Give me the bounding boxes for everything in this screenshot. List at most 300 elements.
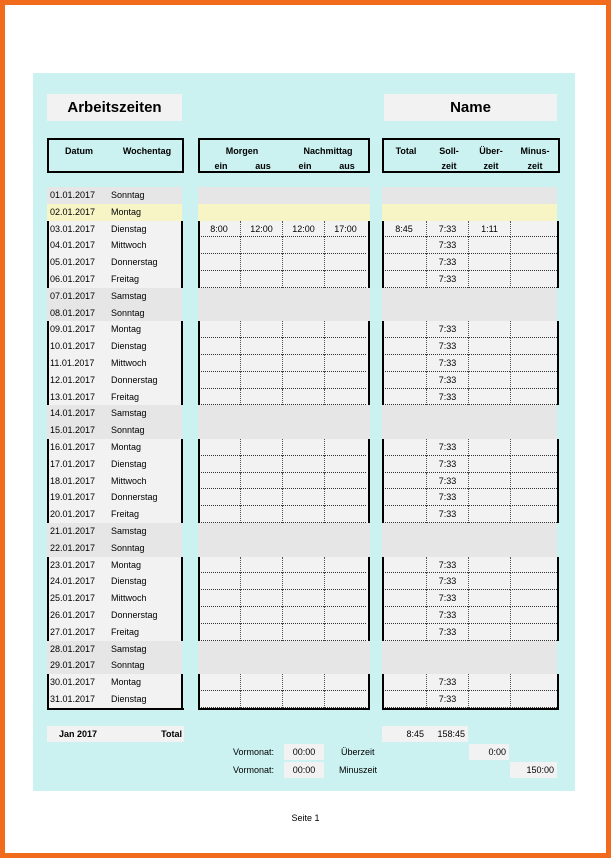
cell-aus1[interactable] xyxy=(240,657,282,674)
cell-aus2[interactable] xyxy=(324,405,366,422)
row-date: 16.01.2017 xyxy=(50,442,96,452)
vormonat-value-1[interactable]: 00:00 xyxy=(284,744,324,760)
vormonat-value-2[interactable]: 00:00 xyxy=(284,762,324,778)
cell-aus2[interactable] xyxy=(324,271,366,288)
cell-soll xyxy=(426,187,468,204)
cell-soll: 7:33 xyxy=(426,590,468,607)
cell-minus xyxy=(510,321,557,338)
frame-line xyxy=(198,221,200,288)
frame-line xyxy=(47,321,49,405)
cell-total xyxy=(382,439,426,456)
cell-ein1[interactable] xyxy=(198,540,240,557)
cell-aus1[interactable] xyxy=(240,422,282,439)
cell-ueber xyxy=(468,557,510,574)
cell-ein2[interactable] xyxy=(282,389,324,406)
cell-aus1[interactable] xyxy=(240,674,282,691)
row-date: 27.01.2017 xyxy=(50,626,96,637)
cell-ein2[interactable] xyxy=(282,187,324,204)
summary-total-box xyxy=(382,726,468,742)
cell-aus1[interactable] xyxy=(240,405,282,422)
cell-ueber xyxy=(468,389,510,406)
cell-aus1[interactable] xyxy=(240,439,282,456)
cell-aus2[interactable] xyxy=(324,573,366,590)
cell-ein2[interactable] xyxy=(282,657,324,674)
cell-aus2[interactable] xyxy=(324,489,366,506)
cell-ein1[interactable] xyxy=(198,187,240,204)
cell-ueber xyxy=(468,338,510,355)
cell-aus2[interactable] xyxy=(324,590,366,607)
cell-total xyxy=(382,489,426,506)
cell-ein1[interactable] xyxy=(198,624,240,641)
minuszeit-value: 150:00 xyxy=(510,762,557,778)
cell-ein2[interactable] xyxy=(282,641,324,658)
row-date: 14.01.2017 xyxy=(50,408,96,419)
cell-minus xyxy=(510,657,557,674)
cell-ein1[interactable] xyxy=(198,473,240,490)
header-morgen: Morgen xyxy=(225,146,259,156)
row-weekday: Freitag xyxy=(111,509,140,520)
cell-ein2[interactable] xyxy=(282,204,324,221)
ueberzeit-label: Überzeit xyxy=(341,747,375,757)
cell-minus xyxy=(510,204,557,221)
summary-month-box xyxy=(47,726,184,742)
row-weekday: Dienstag xyxy=(111,576,147,587)
cell-minus xyxy=(510,641,557,658)
cell-soll: 7:33 xyxy=(426,271,468,288)
cell-aus1[interactable] xyxy=(240,204,282,221)
cell-aus2[interactable] xyxy=(324,338,366,355)
row-date: 13.01.2017 xyxy=(50,391,96,402)
cell-ueber xyxy=(468,271,510,288)
cell-ein2[interactable] xyxy=(282,355,324,372)
row-weekday: Sonntag xyxy=(111,425,145,436)
cell-ein2[interactable] xyxy=(282,237,324,254)
cell-soll: 7:33 xyxy=(426,221,468,238)
cell-ueber xyxy=(468,372,510,389)
row-date: 17.01.2017 xyxy=(50,458,96,469)
frame-line xyxy=(557,674,559,708)
cell-total xyxy=(382,473,426,490)
row-weekday: Dienstag xyxy=(111,341,147,352)
cell-minus xyxy=(510,523,557,540)
cell-total xyxy=(382,624,426,641)
cell-aus1[interactable] xyxy=(240,506,282,523)
cell-total xyxy=(382,674,426,691)
cell-soll: 7:33 xyxy=(426,439,468,456)
cell-ein2[interactable]: 12:00 xyxy=(282,221,324,238)
cell-aus2[interactable] xyxy=(324,456,366,473)
cell-ein2[interactable] xyxy=(282,523,324,540)
header-ueber-1: Über- xyxy=(479,146,503,156)
cell-soll: 7:33 xyxy=(426,237,468,254)
cell-ein2[interactable] xyxy=(282,271,324,288)
cell-aus1[interactable] xyxy=(240,338,282,355)
frame-line xyxy=(557,439,559,523)
cell-ein1[interactable] xyxy=(198,305,240,322)
cell-ein1[interactable] xyxy=(198,389,240,406)
cell-aus2[interactable] xyxy=(324,389,366,406)
cell-minus xyxy=(510,338,557,355)
cell-aus2[interactable] xyxy=(324,254,366,271)
row-date: 19.01.2017 xyxy=(50,492,96,503)
cell-minus xyxy=(510,187,557,204)
cell-soll: 7:33 xyxy=(426,674,468,691)
cell-aus1[interactable] xyxy=(240,691,282,708)
cell-ueber xyxy=(468,187,510,204)
row-date: 11.01.2017 xyxy=(50,358,95,368)
row-date: 25.01.2017 xyxy=(50,593,96,604)
cell-minus xyxy=(510,506,557,523)
row-weekday: Montag xyxy=(111,559,142,570)
cell-minus xyxy=(510,422,557,439)
cell-aus2[interactable] xyxy=(324,422,366,439)
row-date: 22.01.2017 xyxy=(50,542,96,553)
cell-ein1[interactable] xyxy=(198,405,240,422)
cell-total xyxy=(382,204,426,221)
cell-aus2[interactable] xyxy=(324,321,366,338)
cell-ueber xyxy=(468,607,510,624)
cell-minus xyxy=(510,389,557,406)
row-weekday: Samstag xyxy=(111,290,147,301)
cell-ein1[interactable] xyxy=(198,237,240,254)
cell-soll: 7:33 xyxy=(426,456,468,473)
row-date: 08.01.2017 xyxy=(50,307,96,318)
cell-ein1[interactable] xyxy=(198,422,240,439)
frame-line xyxy=(198,674,200,708)
cell-ein2[interactable] xyxy=(282,691,324,708)
cell-soll: 7:33 xyxy=(426,573,468,590)
cell-soll xyxy=(426,288,468,305)
cell-aus2[interactable] xyxy=(324,657,366,674)
cell-aus1[interactable] xyxy=(240,372,282,389)
cell-total xyxy=(382,641,426,658)
cell-total: 8:45 xyxy=(382,221,426,238)
cell-minus xyxy=(510,254,557,271)
cell-ein2[interactable] xyxy=(282,439,324,456)
cell-aus1[interactable] xyxy=(240,473,282,490)
frame-line xyxy=(198,439,200,523)
cell-ein2[interactable] xyxy=(282,405,324,422)
row-date: 29.01.2017 xyxy=(50,660,96,671)
header-aus-nachmittag: aus xyxy=(339,161,355,171)
cell-aus1[interactable] xyxy=(240,573,282,590)
cell-aus1[interactable] xyxy=(240,624,282,641)
cell-ein2[interactable] xyxy=(282,590,324,607)
cell-ein2[interactable] xyxy=(282,305,324,322)
frame-line xyxy=(557,557,559,641)
frame-line xyxy=(181,321,183,405)
cell-ein2[interactable] xyxy=(282,607,324,624)
row-date: 26.01.2017 xyxy=(50,610,96,620)
cell-ein1[interactable] xyxy=(198,439,240,456)
cell-aus1[interactable]: 12:00 xyxy=(240,221,282,238)
cell-aus2[interactable] xyxy=(324,540,366,557)
cell-ueber: 1:11 xyxy=(468,221,510,238)
cell-aus2[interactable] xyxy=(324,288,366,305)
cell-total xyxy=(382,321,426,338)
cell-soll: 7:33 xyxy=(426,607,468,624)
cell-ein2[interactable] xyxy=(282,338,324,355)
cell-total xyxy=(382,607,426,624)
timesheet xyxy=(33,73,575,791)
row-date: 31.01.2017 xyxy=(50,694,96,704)
cell-aus2[interactable] xyxy=(324,372,366,389)
cell-aus1[interactable] xyxy=(240,523,282,540)
cell-ein2[interactable] xyxy=(282,422,324,439)
row-weekday: Sonntag xyxy=(111,190,145,200)
cell-aus2[interactable] xyxy=(324,607,366,624)
frame-line xyxy=(382,221,384,288)
cell-ueber xyxy=(468,674,510,691)
cell-ueber xyxy=(468,657,510,674)
frame-line xyxy=(368,321,370,405)
frame-line xyxy=(557,321,559,405)
cell-ein1[interactable] xyxy=(198,338,240,355)
frame-line xyxy=(181,221,183,288)
name-label: Name xyxy=(450,99,491,116)
cell-ueber xyxy=(468,573,510,590)
header-minus-1: Minus- xyxy=(520,146,550,156)
cell-aus2[interactable] xyxy=(324,204,366,221)
row-weekday: Donnerstag xyxy=(111,492,158,503)
row-date: 01.01.2017 xyxy=(50,190,96,200)
cell-aus2[interactable] xyxy=(324,355,366,372)
cell-ein1[interactable] xyxy=(198,573,240,590)
page xyxy=(5,5,606,853)
cell-ein1[interactable] xyxy=(198,204,240,221)
row-weekday: Mittwoch xyxy=(111,240,147,251)
cell-ein1[interactable] xyxy=(198,372,240,389)
cell-aus2[interactable] xyxy=(324,523,366,540)
row-date: 12.01.2017 xyxy=(50,374,96,385)
cell-soll xyxy=(426,204,468,221)
cell-ueber xyxy=(468,506,510,523)
cell-aus1[interactable] xyxy=(240,607,282,624)
cell-ein1[interactable] xyxy=(198,557,240,574)
cell-total xyxy=(382,254,426,271)
cell-ein1[interactable] xyxy=(198,271,240,288)
cell-total xyxy=(382,540,426,557)
cell-aus1[interactable] xyxy=(240,641,282,658)
row-date: 20.01.2017 xyxy=(50,509,96,520)
row-weekday: Samstag xyxy=(111,643,147,654)
cell-minus xyxy=(510,372,557,389)
cell-aus1[interactable] xyxy=(240,389,282,406)
summary-month: Jan 2017 xyxy=(59,729,98,739)
row-date: 18.01.2017 xyxy=(50,475,96,486)
row-weekday: Donnerstag xyxy=(111,257,158,268)
cell-aus2[interactable] xyxy=(324,674,366,691)
cell-total xyxy=(382,288,426,305)
row-date: 24.01.2017 xyxy=(50,576,96,587)
cell-ein1[interactable] xyxy=(198,641,240,658)
cell-ueber xyxy=(468,624,510,641)
cell-ein2[interactable] xyxy=(282,557,324,574)
cell-total xyxy=(382,657,426,674)
cell-aus2[interactable]: 17:00 xyxy=(324,221,366,238)
cell-ein1[interactable] xyxy=(198,691,240,708)
cell-ein1[interactable] xyxy=(198,590,240,607)
cell-minus xyxy=(510,489,557,506)
cell-minus xyxy=(510,271,557,288)
cell-ein1[interactable] xyxy=(198,456,240,473)
frame-line xyxy=(382,321,384,405)
cell-ein2[interactable] xyxy=(282,573,324,590)
cell-total xyxy=(382,506,426,523)
cell-soll: 7:33 xyxy=(426,254,468,271)
minuszeit-label: Minuszeit xyxy=(339,765,378,775)
cell-soll xyxy=(426,540,468,557)
cell-aus1[interactable] xyxy=(240,557,282,574)
cell-ueber xyxy=(468,405,510,422)
cell-ein1[interactable] xyxy=(198,489,240,506)
cell-ein2[interactable] xyxy=(282,372,324,389)
cell-aus2[interactable] xyxy=(324,473,366,490)
frame-line xyxy=(382,674,384,708)
cell-ein2[interactable] xyxy=(282,674,324,691)
cell-aus2[interactable] xyxy=(324,439,366,456)
cell-total xyxy=(382,237,426,254)
frame-line xyxy=(47,221,49,288)
cell-soll xyxy=(426,305,468,322)
cell-aus2[interactable] xyxy=(324,557,366,574)
cell-ein2[interactable] xyxy=(282,288,324,305)
cell-soll: 7:33 xyxy=(426,506,468,523)
frame-line xyxy=(557,221,559,288)
cell-soll xyxy=(426,422,468,439)
cell-ein2[interactable] xyxy=(282,489,324,506)
row-weekday: Dienstag xyxy=(111,694,147,704)
cell-aus1[interactable] xyxy=(240,305,282,322)
row-weekday: Montag xyxy=(111,442,142,452)
cell-ein1[interactable] xyxy=(198,674,240,691)
header-ueber-2: zeit xyxy=(483,161,499,171)
cell-ein1[interactable] xyxy=(198,321,240,338)
cell-soll: 7:33 xyxy=(426,624,468,641)
row-date: 07.01.2017 xyxy=(50,290,96,301)
cell-ein1[interactable]: 8:00 xyxy=(198,221,240,238)
cell-ein1[interactable] xyxy=(198,506,240,523)
row-date: 30.01.2017 xyxy=(50,677,96,688)
cell-ueber xyxy=(468,422,510,439)
cell-aus1[interactable] xyxy=(240,237,282,254)
cell-minus xyxy=(510,473,557,490)
cell-minus xyxy=(510,405,557,422)
cell-aus1[interactable] xyxy=(240,288,282,305)
cell-aus1[interactable] xyxy=(240,355,282,372)
cell-minus xyxy=(510,573,557,590)
cell-ein1[interactable] xyxy=(198,607,240,624)
cell-aus2[interactable] xyxy=(324,305,366,322)
row-date: 06.01.2017 xyxy=(50,274,96,284)
row-date: 05.01.2017 xyxy=(50,257,96,268)
cell-soll: 7:33 xyxy=(426,473,468,490)
cell-total xyxy=(382,338,426,355)
frame-line xyxy=(181,557,183,641)
header-nachmittag: Nachmittag xyxy=(303,146,353,156)
frame-line xyxy=(368,439,370,523)
cell-aus1[interactable] xyxy=(240,489,282,506)
cell-ein2[interactable] xyxy=(282,456,324,473)
cell-total xyxy=(382,422,426,439)
cell-aus1[interactable] xyxy=(240,456,282,473)
cell-ueber xyxy=(468,254,510,271)
header-datum: Datum xyxy=(64,146,93,156)
cell-ein2[interactable] xyxy=(282,254,324,271)
cell-ein1[interactable] xyxy=(198,254,240,271)
summary-total-value: 8:45 xyxy=(406,729,424,739)
row-date: 09.01.2017 xyxy=(50,324,96,335)
cell-aus1[interactable] xyxy=(240,321,282,338)
cell-ein2[interactable] xyxy=(282,506,324,523)
cell-ein1[interactable] xyxy=(198,355,240,372)
cell-aus2[interactable] xyxy=(324,624,366,641)
row-date: 03.01.2017 xyxy=(50,223,96,234)
cell-aus1[interactable] xyxy=(240,271,282,288)
cell-total xyxy=(382,573,426,590)
cell-aus2[interactable] xyxy=(324,237,366,254)
header-soll-1: Soll- xyxy=(439,146,459,156)
frame-line xyxy=(382,439,384,523)
cell-aus1[interactable] xyxy=(240,590,282,607)
row-weekday: Donnerstag xyxy=(111,374,158,385)
cell-minus xyxy=(510,237,557,254)
cell-aus2[interactable] xyxy=(324,187,366,204)
row-weekday: Dienstag xyxy=(111,458,147,469)
row-date: 15.01.2017 xyxy=(50,425,96,436)
frame-bottom-line xyxy=(198,708,370,710)
cell-aus1[interactable] xyxy=(240,254,282,271)
cell-total xyxy=(382,405,426,422)
cell-minus xyxy=(510,674,557,691)
cell-aus1[interactable] xyxy=(240,540,282,557)
cell-ein2[interactable] xyxy=(282,473,324,490)
row-weekday: Sonntag xyxy=(111,307,145,318)
cell-soll: 7:33 xyxy=(426,389,468,406)
cell-aus2[interactable] xyxy=(324,691,366,708)
vormonat-label-2: Vormonat: xyxy=(233,765,275,775)
cell-ein2[interactable] xyxy=(282,321,324,338)
cell-total xyxy=(382,590,426,607)
cell-aus1[interactable] xyxy=(240,187,282,204)
cell-ein2[interactable] xyxy=(282,624,324,641)
cell-aus2[interactable] xyxy=(324,506,366,523)
cell-ein2[interactable] xyxy=(282,540,324,557)
cell-ueber xyxy=(468,523,510,540)
cell-minus xyxy=(510,355,557,372)
row-date: 21.01.2017 xyxy=(50,526,96,536)
row-date: 02.01.2017 xyxy=(50,206,96,217)
frame-line xyxy=(181,674,183,708)
cell-ein1[interactable] xyxy=(198,288,240,305)
cell-ueber xyxy=(468,641,510,658)
row-date: 28.01.2017 xyxy=(50,643,96,654)
cell-ueber xyxy=(468,204,510,221)
cell-soll: 7:33 xyxy=(426,321,468,338)
cell-total xyxy=(382,187,426,204)
cell-ein1[interactable] xyxy=(198,523,240,540)
cell-soll xyxy=(426,523,468,540)
row-weekday: Dienstag xyxy=(111,223,147,234)
header-ein-nachmittag: ein xyxy=(298,161,312,171)
cell-minus xyxy=(510,439,557,456)
cell-aus2[interactable] xyxy=(324,641,366,658)
row-date: 23.01.2017 xyxy=(50,559,96,570)
row-weekday: Mittwoch xyxy=(111,593,147,604)
cell-ein1[interactable] xyxy=(198,657,240,674)
cell-total xyxy=(382,271,426,288)
frame-line xyxy=(368,557,370,641)
